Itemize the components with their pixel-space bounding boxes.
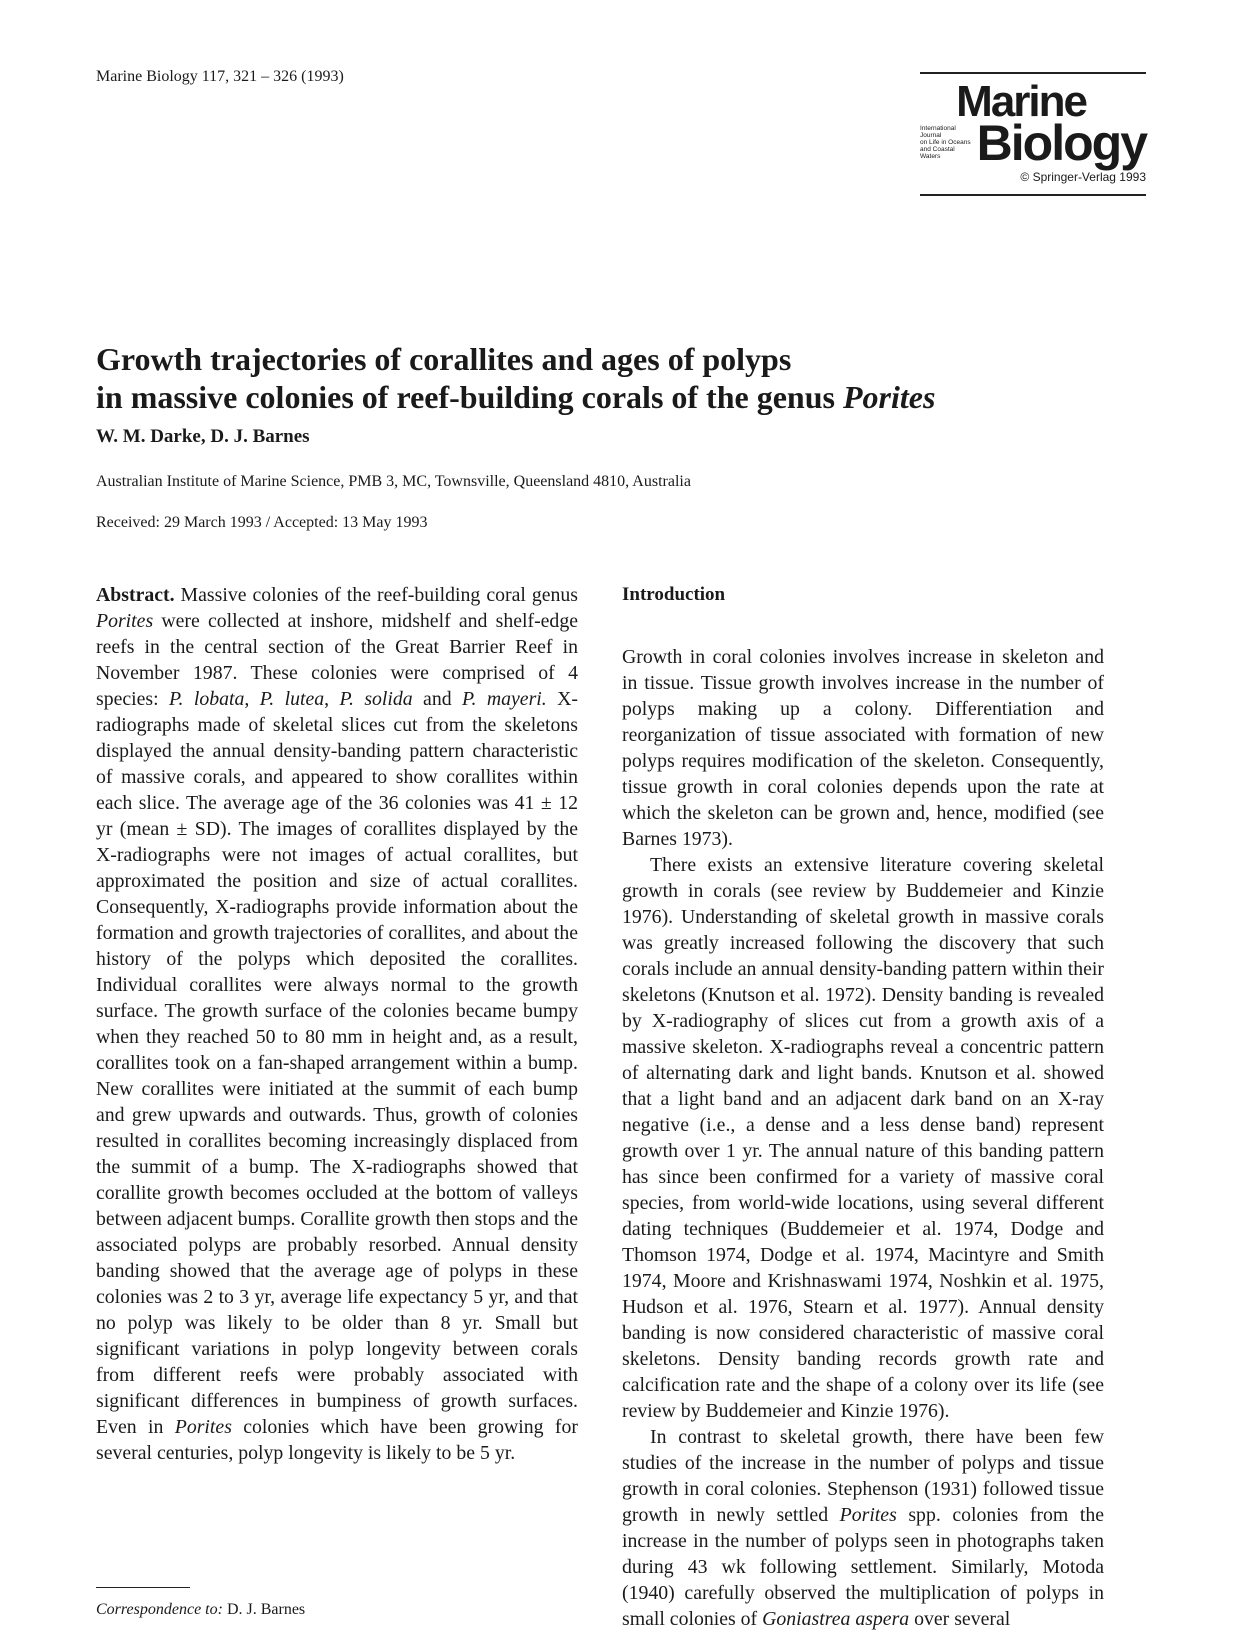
logo-biology-text: Biology [976, 115, 1146, 171]
abstract-italic: Porites [96, 610, 154, 632]
logo-tagline-line: on Life in Oceans [920, 139, 971, 146]
introduction-column [622, 582, 1104, 1632]
title-line-1: Growth trajectories of corallites and ages of polyps [96, 341, 792, 377]
title-genus: Porites [842, 379, 936, 415]
intro-italic: Porites [839, 1504, 897, 1526]
intro-italic: Goniastrea aspera [762, 1608, 910, 1630]
intro-paragraph-2: There exists an extensive literature covering skeletal growth in corals (see review by Buddemeier and Kinzie 1976). Understanding of skeletal growth in massive corals was greatly increased following the discovery that such corals include an annual density-banding pattern within their skeletons (Knutson et al. 1972). Density banding is revealed by X-radiography of slices cut from a growth axis of a massive skeleton. X-radiographs reveal a concentric pattern of alternating dark and light bands. Knutson et al. showed that a light band and an adjacent dark band on an X-ray negative (i.e., a dense and a less dense band) represent growth over 1 yr. The annual nature of this banding pattern has since been confirmed for a variety of massive coral species, from world-wide locations, using several different dating techniques (Buddemeier et al. 1974, Dodge and Thomson 1974, Dodge et al. 1974, Macintyre and Smith 1974, Moore and Krishnaswami 1974, Noshkin et al. 1975, Hudson et al. 1976, Stearn et al. 1977). Annual density banding is now considered characteristic of massive coral skeletons. Density banding records growth rate and calcification rate and the shape of a colony over its life (see review by Buddemeier and Kinzie 1976). [622, 854, 1104, 1422]
abstract-italic: P. lutea [259, 688, 325, 710]
journal-citation: Marine Biology 117, 321 – 326 (1993) [96, 68, 344, 85]
logo-tagline [920, 125, 971, 160]
intro-text: In contrast to skeletal growth, there have been few studies of the increase in the number of polyps and tissue growth in coral colonies. Stephenson (1931) followed tissue growth in newly settled [622, 1426, 1104, 1526]
footnote-label: Correspondence to: [96, 1601, 223, 1618]
abstract-text: , [324, 688, 340, 710]
logo-copyright: © Springer-Verlag 1993 [1020, 170, 1146, 184]
article-title [96, 340, 1156, 416]
abstract-italic: P. solida [339, 688, 413, 710]
abstract-text: and [412, 688, 462, 710]
received-accepted-dates: Received: 29 March 1993 / Accepted: 13 May 1993 [96, 514, 428, 531]
section-heading-introduction: Introduction [622, 584, 726, 605]
footnote-rule [96, 1587, 190, 1588]
logo-marine-text: Marine [956, 77, 1086, 126]
abstract-italic: Porites [174, 1416, 232, 1438]
abstract-column [96, 582, 578, 1466]
abstract-text: colonies which have been growing for several centuries, polyp longevity is likely to be 5 yr. [96, 1416, 578, 1464]
intro-text: spp. colonies from the increase in the number of polyps seen in photographs taken during 43 wk following settlement. Similarly, Motoda (1940) carefully observed the multiplication of polyps in small colonies of [622, 1504, 1104, 1630]
journal-logo [920, 72, 1146, 196]
intro-paragraph-1: Growth in coral colonies involves increase in skeleton and in tissue. Tissue growth involves increase in the number of polyps making up a colony. Differentiation and reorganization of tissue associated with formation of new polyps requires modification of the skeleton. Consequently, tissue growth in coral colonies depends upon the rate at which the skeleton can be grown and, hence, modified (see Barnes 1973). [622, 646, 1104, 850]
correspondence-footnote [96, 1601, 305, 1619]
abstract-text: X-radiographs made of skeletal slices cut from the skeletons displayed the annual density-banding pattern characteristic of massive corals, and appeared to show corallites within each slice. The average age of the 36 colonies was 41 ± 12 yr (mean ± SD). The images of corallites displayed by the X-radiographs were not images of actual corallites, but approximated the position and size of actual corallites. Consequently, X-radiographs provide information about the formation and growth trajectories of corallites, and about the history of the polyps which deposited the corallites. Individual corallites were always normal to the growth surface. The growth surface of the colonies became bumpy when they reached 50 to 80 mm in height and, as a result, corallites took on a fan-shaped arrangement within a bump. New corallites were initiated at the summit of each bump and grew upwards and outwards. Thus, growth of colonies resulted in corallites becoming increasingly displaced from the summit of a bump. The X-radiographs showed that corallite growth becomes occluded at the bottom of valleys between adjacent bumps. Corallite growth then stops and the associated polyps are probably resorbed. Annual density banding showed that the average age of polyps in these colonies was 2 to 3 yr, average life expectancy 5 yr, and that no polyp was likely to be older than 8 yr. Small but significant variations in polyp longevity between corals from different reefs were probably associated with significant differences in bumpiness of growth surfaces. Even in [96, 688, 578, 1438]
title-line-2 [96, 378, 1156, 416]
affiliation: Australian Institute of Marine Science, PMB 3, MC, Townsville, Queensland 4810, Australia [96, 473, 691, 490]
authors: W. M. Darke, D. J. Barnes [96, 426, 310, 447]
abstract-italic: P. lobata [169, 688, 245, 710]
abstract-label: Abstract. [96, 584, 175, 606]
abstract-text: were collected at inshore, midshelf and shelf-edge reefs in the central section of the Great Barrier Reef in November 1987. These colonies were comprised of 4 species: [96, 610, 578, 710]
logo-tagline-line: International Journal [920, 125, 956, 139]
logo-bottom-rule [920, 194, 1146, 196]
abstract-italic: P. mayeri. [462, 688, 547, 710]
abstract-text: Massive colonies of the reef-building coral genus [174, 584, 578, 606]
footnote-name: D. J. Barnes [222, 1601, 306, 1618]
abstract-paragraph [96, 582, 578, 1466]
intro-paragraph-3 [622, 1424, 1104, 1632]
abstract-text: , [244, 688, 260, 710]
title-line-2-text: in massive colonies of reef-building corals of the genus [96, 379, 843, 415]
logo-top-rule [920, 72, 1146, 74]
logo-tagline-line: and Coastal Waters [920, 146, 955, 160]
logo-row [920, 115, 1146, 171]
intro-text: over several [909, 1608, 1011, 1630]
